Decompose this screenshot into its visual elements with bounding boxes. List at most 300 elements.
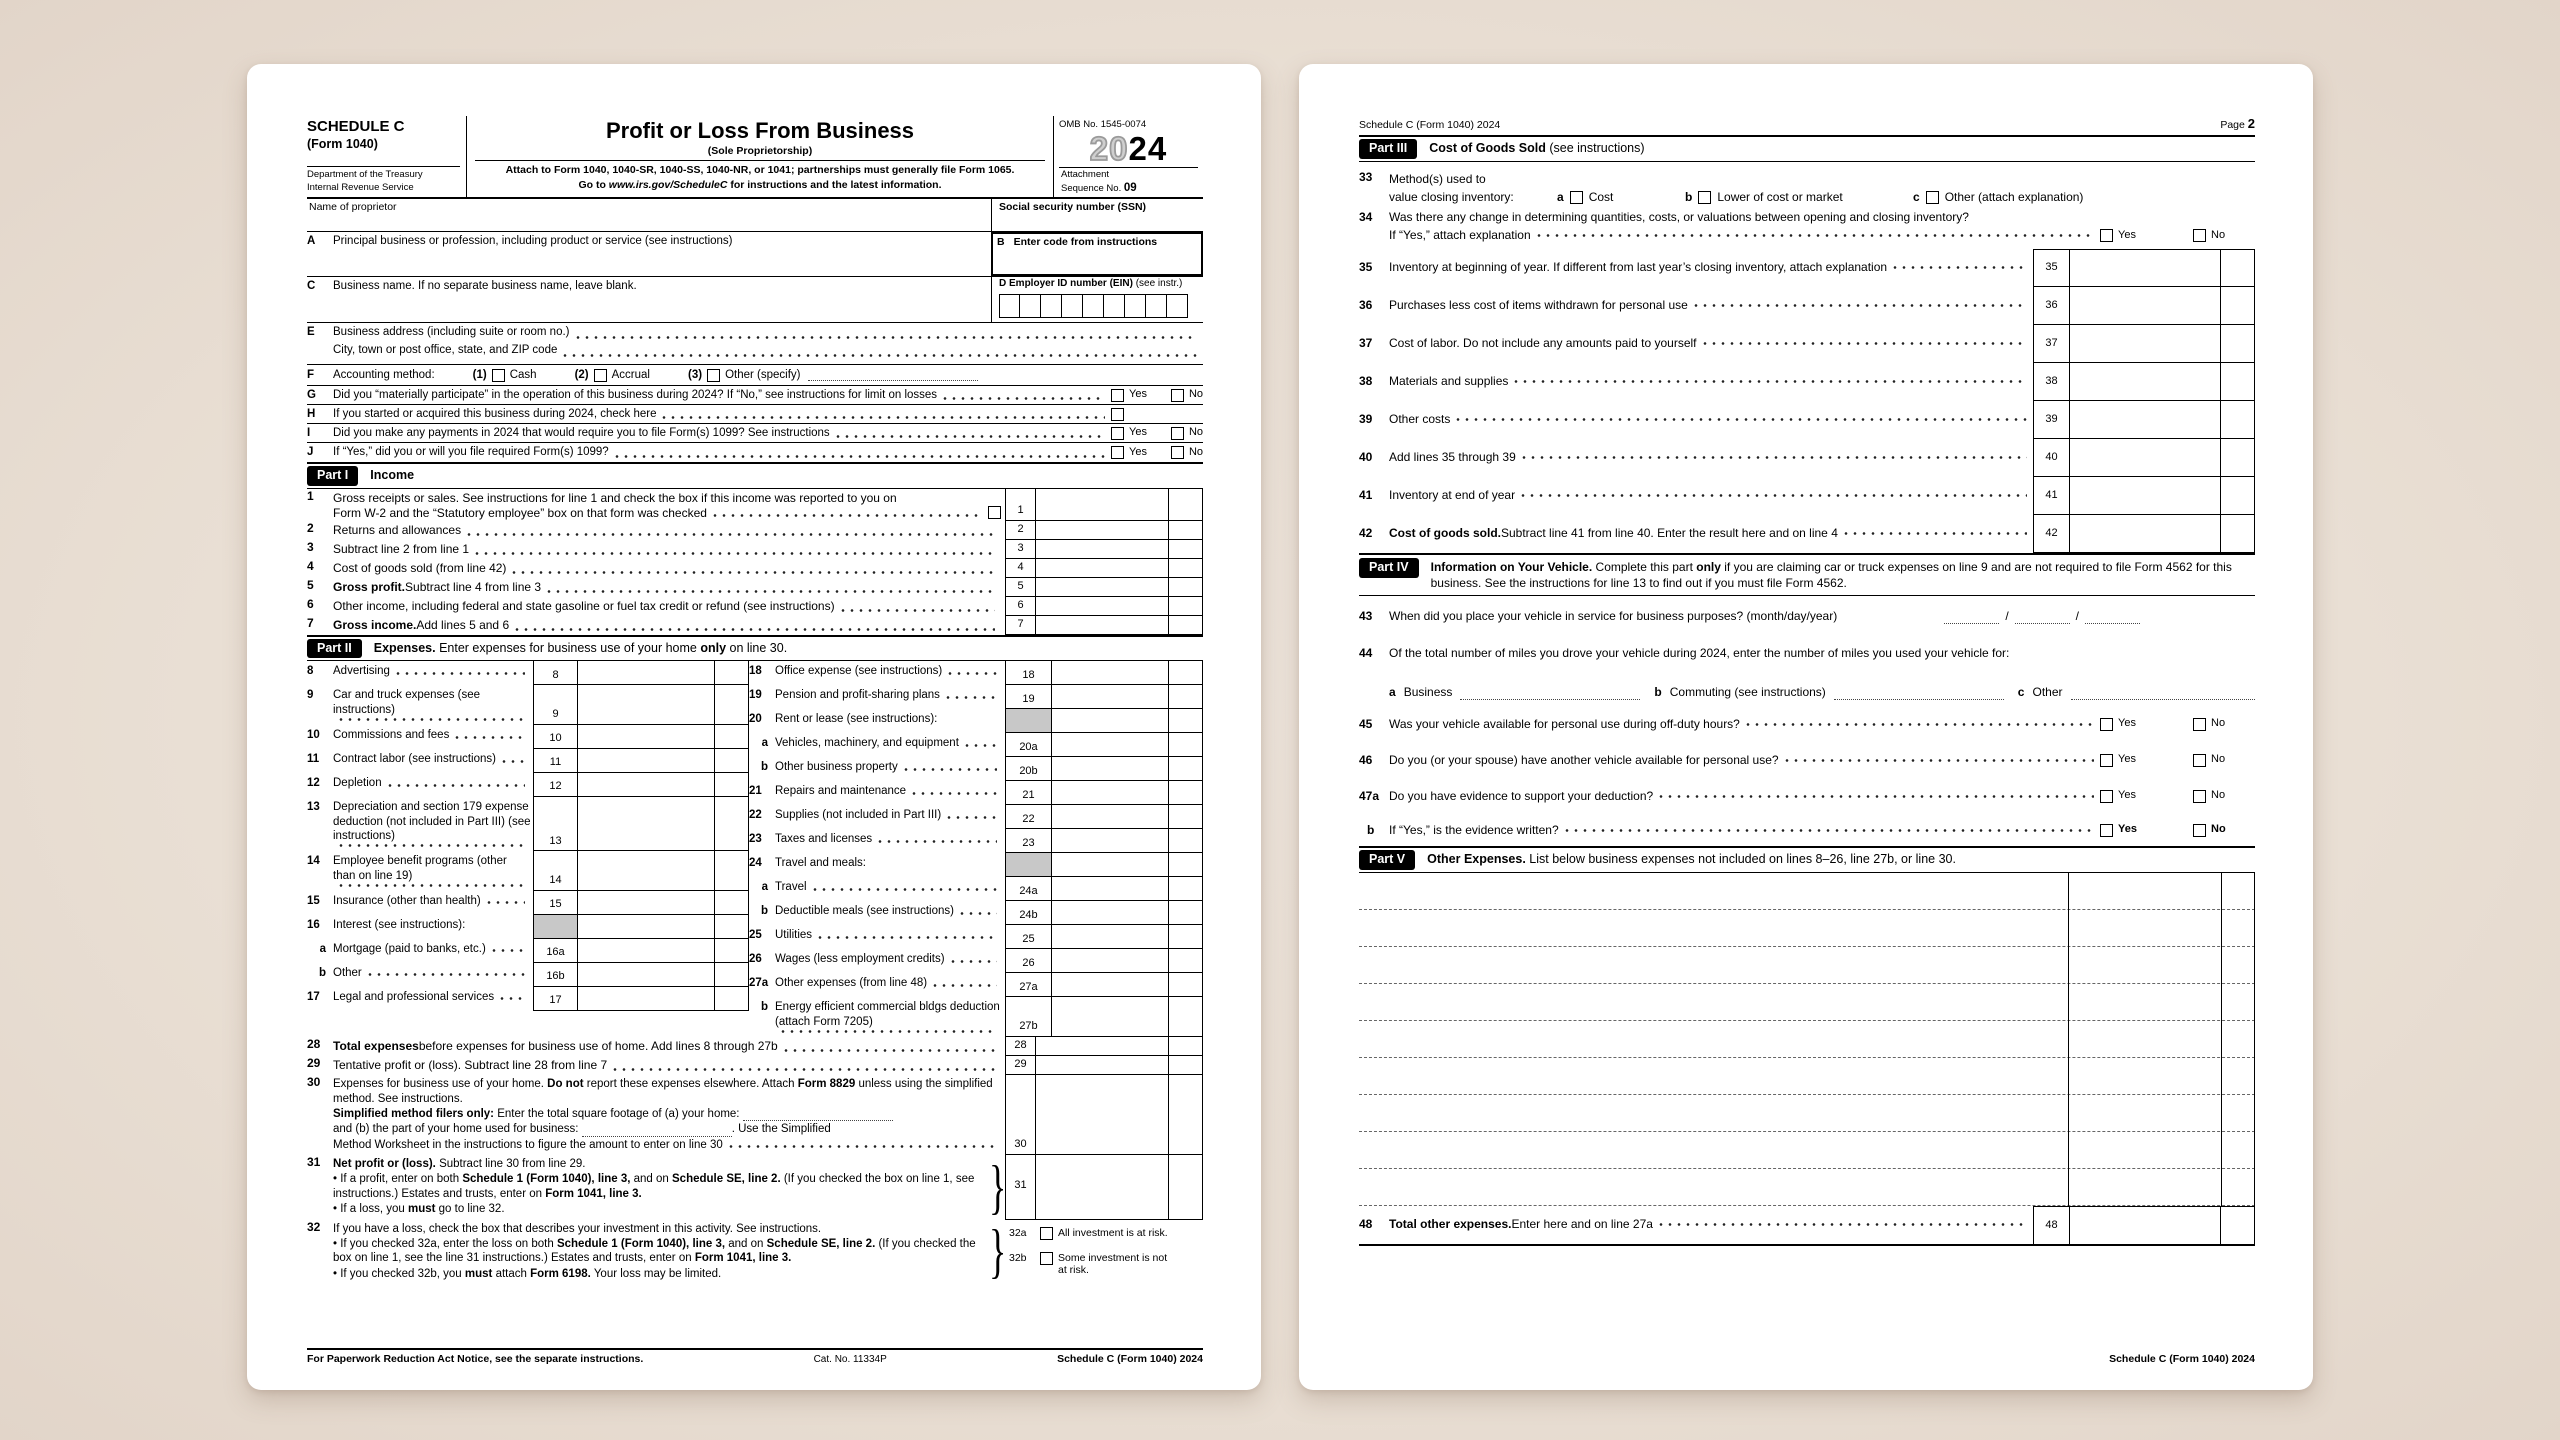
amount-cell[interactable] — [2069, 515, 2255, 553]
dot-leader — [943, 396, 1105, 401]
amount-cell[interactable] — [577, 725, 749, 749]
ssn-label: Social security number (SSN) — [999, 201, 1147, 214]
line-a-field[interactable] — [307, 232, 991, 276]
expense-row-8 — [307, 661, 749, 685]
commuting-miles-input[interactable] — [1834, 688, 2004, 700]
expense-row-24b — [749, 901, 1203, 925]
line-31-text — [333, 1155, 985, 1220]
part4-title — [1431, 558, 2255, 591]
dot-leader — [904, 767, 997, 772]
yes-option — [1111, 426, 1147, 440]
line-g-letter: G — [307, 388, 316, 401]
line-number-cell: 24a — [1005, 877, 1051, 901]
other-expense-blank-row[interactable] — [1359, 910, 2255, 947]
expense-column-left — [307, 661, 749, 1011]
amount-cell[interactable] — [1051, 853, 1203, 877]
amount-cell[interactable] — [2069, 401, 2255, 439]
expense-column-right — [749, 661, 1203, 1037]
line-2-row — [307, 521, 1203, 540]
other-expense-blank-row[interactable] — [1359, 1169, 2255, 1206]
yes-label: Yes — [1129, 426, 1147, 439]
amount-cell[interactable] — [1035, 559, 1203, 578]
text-bold: Schedule SE, line 2. — [672, 1173, 781, 1186]
part3-title — [1429, 141, 1644, 157]
line-letter: b — [318, 967, 326, 979]
ein-digit-box[interactable] — [1146, 294, 1167, 318]
line-37-row — [1359, 325, 2255, 363]
amount-cell[interactable] — [1051, 949, 1203, 973]
dot-leader — [1659, 794, 2094, 799]
text: Enter the total square footage of (a) your home: — [494, 1107, 740, 1120]
yes-option — [2100, 229, 2193, 243]
amount-cell[interactable] — [577, 773, 749, 797]
check-here-option — [1111, 408, 1124, 421]
yes-checkbox[interactable] — [1111, 427, 1124, 440]
line-j-label: If “Yes,” did you or will you file required Form(s) 1099? — [333, 446, 609, 459]
dot-leader — [1844, 531, 2027, 536]
line-number-cell: 4 — [1005, 559, 1035, 578]
amount-cell[interactable] — [1035, 540, 1203, 559]
line-44-abc-row — [1359, 670, 2255, 700]
line-number-cell: 48 — [2033, 1206, 2069, 1244]
dot-leader — [912, 791, 997, 796]
dot-leader — [1521, 493, 2027, 498]
line-letter: a — [761, 737, 768, 750]
page2-header — [1359, 116, 2255, 137]
line-i-yesno — [1111, 426, 1203, 440]
expense-label: Insurance (other than health) — [333, 895, 481, 907]
amount-cell[interactable] — [1051, 757, 1203, 781]
part1-title: Income — [370, 468, 415, 483]
line-e-block — [307, 323, 1203, 365]
irs-url-link[interactable]: www.irs.gov/ScheduleC — [608, 178, 728, 191]
accrual-checkbox[interactable] — [594, 369, 607, 382]
part5-header — [1359, 846, 2255, 873]
line-1-label-1: Gross receipts or sales. See instructions for line 1 and check the box if this income was reported to you on — [333, 490, 897, 505]
other-method-checkbox[interactable] — [1926, 191, 1939, 204]
line-30-business-part — [333, 1122, 1001, 1136]
expense-row-17 — [307, 987, 749, 1011]
line-32-row — [307, 1220, 1203, 1285]
slash: / — [2075, 608, 2079, 623]
part4-tag: Part IV — [1359, 558, 1419, 578]
option-c-letter: c — [1913, 189, 1920, 204]
sequence-number: 09 — [1123, 181, 1137, 194]
no-option — [2193, 753, 2225, 767]
expense-row-14 — [307, 851, 749, 891]
no-checkbox[interactable] — [1171, 446, 1184, 459]
amount-cell[interactable] — [1035, 597, 1203, 616]
dot-leader — [368, 972, 525, 977]
page2-footer — [2109, 1353, 2255, 1366]
amount-cell[interactable] — [1051, 661, 1203, 685]
line-number-cell: 35 — [2033, 249, 2069, 287]
text-bold: Schedule 1 (Form 1040), line 3, — [462, 1173, 631, 1186]
expense-label: Car and truck expenses (see instructions) — [333, 689, 481, 716]
no-label: No — [1188, 445, 1203, 458]
line-36-row — [1359, 287, 2255, 325]
cash-checkbox[interactable] — [492, 369, 505, 382]
text: If you have a loss, check the box that describes your investment in this activity. See instructions. — [333, 1222, 822, 1235]
expense-row-24 — [749, 853, 1203, 877]
yes-checkbox[interactable] — [2100, 790, 2113, 803]
line-number-cell: 1 — [1005, 489, 1035, 521]
city-state-zip-row — [307, 343, 1203, 361]
amount-cell[interactable] — [1051, 805, 1203, 829]
at-risk-options — [1005, 1220, 1203, 1285]
amount-cell[interactable] — [577, 661, 749, 685]
line-i-label: Did you make any payments in 2024 that would require you to file Form(s) 1099? See instructions — [333, 426, 830, 439]
amount-cell[interactable] — [2069, 477, 2255, 515]
line-30-row — [307, 1075, 1203, 1155]
started-business-checkbox[interactable] — [1111, 408, 1124, 421]
dot-leader — [339, 883, 525, 888]
line-number-cell: 12 — [533, 773, 577, 797]
expense-label: Vehicles, machinery, and equipment — [775, 737, 959, 750]
form-id-small: Schedule C (Form 1040) 2024 — [1359, 119, 1501, 132]
dot-leader — [836, 434, 1105, 439]
amount-cell[interactable] — [2069, 363, 2255, 401]
expense-row-19 — [749, 685, 1203, 709]
line-7-row — [307, 616, 1203, 635]
yes-option — [2100, 717, 2193, 731]
expense-label: Deductible meals (see instructions) — [775, 905, 954, 918]
amount-cell[interactable] — [1035, 616, 1203, 635]
expense-row-16a — [307, 939, 749, 963]
other-miles-label: Other — [2032, 685, 2063, 700]
form-page-1 — [247, 64, 1261, 1390]
bottom-rule — [1359, 1244, 2255, 1246]
proprietor-name-field[interactable] — [307, 199, 991, 231]
expense-label: Travel — [775, 881, 807, 894]
line-number: 5 — [307, 577, 314, 592]
line-43-row — [1359, 596, 2255, 636]
name-ssn-row — [307, 199, 1203, 232]
other-method-input[interactable] — [808, 369, 978, 381]
line-number-cell: 15 — [533, 891, 577, 915]
ein-digit-box[interactable] — [1041, 294, 1062, 318]
line-number: 23 — [749, 833, 762, 846]
amount-cell[interactable] — [577, 749, 749, 773]
text-bold: must — [464, 1267, 493, 1280]
some-investment-not-at-risk-checkbox[interactable] — [1040, 1252, 1053, 1265]
amount-cell[interactable] — [1035, 1155, 1203, 1220]
part5-title — [1427, 852, 1956, 868]
form-footer-id: Schedule C (Form 1040) 2024 — [2109, 1352, 2255, 1365]
amount-cell[interactable] — [577, 797, 749, 851]
accounting-accrual-option — [575, 368, 650, 382]
no-option — [1171, 446, 1203, 460]
label-area — [775, 757, 1005, 781]
line-5-label: Subtract line 4 from line 3 — [405, 579, 542, 594]
inventory-method-options — [1557, 190, 2255, 206]
amount-cell[interactable] — [2069, 1206, 2255, 1244]
expense-row-21 — [749, 781, 1203, 805]
home-square-footage-input[interactable] — [743, 1109, 893, 1121]
ein-digit-box[interactable] — [1125, 294, 1146, 318]
amount-cell[interactable] — [1051, 901, 1203, 925]
other-miles-input[interactable] — [2071, 688, 2256, 700]
amount-cell[interactable] — [1051, 781, 1203, 805]
amount-cell[interactable] — [2069, 325, 2255, 363]
business-address-input[interactable] — [576, 335, 1197, 340]
business-miles-input[interactable] — [1460, 688, 1640, 700]
line-d-label: Employer ID number (EIN) — [1009, 278, 1133, 290]
text-bold: must — [407, 1203, 436, 1216]
part4-header — [1359, 553, 2255, 596]
line-c-field[interactable] — [307, 277, 991, 322]
amount-cell[interactable] — [2069, 287, 2255, 325]
text: report these expenses elsewhere. Attach — [583, 1078, 798, 1091]
yes-checkbox[interactable] — [1111, 389, 1124, 402]
label-area — [775, 685, 1005, 709]
line-a-letter: A — [307, 235, 316, 248]
text-bold: Form 1041, line 3. — [694, 1252, 792, 1265]
other-expense-blank-row[interactable] — [1359, 1095, 2255, 1132]
ein-digit-box[interactable] — [1020, 294, 1041, 318]
expense-grid — [307, 661, 1203, 1037]
line-a-label: Principal business or profession, including product or service (see instructions) — [333, 235, 733, 248]
page1-header — [307, 116, 1203, 199]
line-29-label: Tentative profit or (loss). Subtract line 28 from line 7 — [333, 1058, 608, 1073]
brace-glyph: } — [989, 1153, 1007, 1220]
yes-checkbox[interactable] — [1111, 446, 1124, 459]
no-checkbox[interactable] — [2193, 754, 2206, 767]
expense-row-20b — [749, 757, 1203, 781]
amount-cell[interactable] — [1051, 733, 1203, 757]
option-32a-label: All investment is at risk. — [1058, 1226, 1168, 1239]
line-number-cell: 29 — [1005, 1056, 1035, 1075]
line-number: 9 — [307, 689, 314, 702]
cost-checkbox[interactable] — [1570, 191, 1583, 204]
ein-digit-box[interactable] — [999, 294, 1020, 318]
paperwork-notice: For Paperwork Reduction Act Notice, see the separate instructions. — [307, 1352, 644, 1365]
form-footer-id: Schedule C (Form 1040) 2024 — [1057, 1352, 1203, 1365]
line-32-text — [333, 1220, 985, 1285]
statutory-employee-checkbox[interactable] — [988, 506, 1001, 519]
ssn-field[interactable] — [991, 199, 1203, 231]
city-state-zip-input[interactable] — [563, 353, 1197, 358]
expense-label: Other business property — [775, 761, 898, 774]
ein-digit-box[interactable] — [1062, 294, 1083, 318]
amount-cell[interactable] — [1051, 877, 1203, 901]
line-46-yesno — [2100, 753, 2255, 767]
line-46-row — [1359, 742, 2255, 778]
line-number-cell: 18 — [1005, 661, 1051, 685]
amount-cell[interactable] — [577, 851, 749, 891]
dot-leader — [933, 983, 997, 988]
other-expense-blank-row[interactable] — [1359, 1021, 2255, 1058]
text: • If a profit, enter on both — [333, 1173, 463, 1186]
amount-cell[interactable] — [1035, 489, 1203, 521]
amount-cell[interactable] — [577, 963, 749, 987]
part3-title-text: (see instructions) — [1545, 141, 1645, 156]
amount-cell[interactable] — [1051, 973, 1203, 997]
ein-digit-box[interactable] — [1167, 294, 1188, 318]
label-area — [775, 877, 1005, 901]
title-block — [467, 116, 1053, 197]
line-number-cell: 9 — [533, 685, 577, 725]
line-g-yesno — [1111, 388, 1203, 402]
no-checkbox[interactable] — [2193, 790, 2206, 803]
yes-checkbox[interactable] — [2100, 229, 2113, 242]
dot-leader — [781, 1029, 997, 1034]
label-area — [333, 661, 533, 685]
no-checkbox[interactable] — [2193, 718, 2206, 731]
amount-cell[interactable] — [1051, 709, 1203, 733]
expense-label: Repairs and maintenance — [775, 785, 907, 798]
other-method-checkbox[interactable] — [707, 369, 720, 382]
no-checkbox[interactable] — [1171, 427, 1184, 440]
line-38-label: Materials and supplies — [1389, 374, 1509, 389]
line-a-b-row — [307, 232, 1203, 277]
line-j-row — [307, 443, 1203, 462]
line-letter: b — [1367, 822, 1375, 837]
dot-leader — [502, 759, 525, 764]
amount-cell[interactable] — [1051, 997, 1203, 1037]
accounting-other-option — [688, 368, 800, 382]
goto-pre: Go to — [578, 178, 609, 191]
expense-row-15 — [307, 891, 749, 915]
other-expense-blank-row[interactable] — [1359, 947, 2255, 984]
line-number: 37 — [1359, 336, 1373, 351]
amount-cell[interactable] — [1035, 521, 1203, 540]
line-b-label: Enter code from instructions — [1013, 236, 1158, 249]
dot-leader — [960, 911, 997, 916]
text-bold: Simplified method filers only: — [333, 1107, 495, 1120]
amount-cell[interactable] — [1035, 1037, 1203, 1056]
page1-footer — [307, 1348, 1203, 1367]
line-48-bold: Total other expenses. — [1389, 1217, 1512, 1232]
line-i-letter: I — [307, 426, 311, 439]
no-checkbox[interactable] — [2193, 229, 2206, 242]
line-47b-label: If “Yes,” is the evidence written? — [1389, 822, 1559, 837]
other-expense-blank-row[interactable] — [1359, 873, 2255, 910]
line-number-cell: 38 — [2033, 363, 2069, 401]
lower-of-cost-option — [1685, 190, 1913, 205]
amount-cell[interactable] — [577, 891, 749, 915]
line-39-row — [1359, 401, 2255, 439]
dept-line2: Internal Revenue Service — [307, 181, 414, 193]
lower-of-cost-label: Lower of cost or market — [1717, 189, 1843, 204]
month-input[interactable] — [1944, 612, 1999, 624]
line-number: 19 — [749, 689, 762, 702]
line-28-label: before expenses for business use of home. Add lines 8 through 27b — [418, 1039, 778, 1054]
yes-checkbox[interactable] — [2100, 754, 2113, 767]
amount-cell[interactable] — [1035, 1056, 1203, 1075]
other-expense-blank-row[interactable] — [1359, 1132, 2255, 1169]
dot-leader — [339, 717, 525, 722]
yes-label: Yes — [1129, 445, 1147, 458]
amount-cell[interactable] — [1035, 578, 1203, 597]
amount-cell[interactable] — [1051, 685, 1203, 709]
cost-label: Cost — [1588, 189, 1614, 204]
shaded-cell — [1005, 709, 1051, 733]
line-j-letter: J — [307, 446, 314, 459]
no-checkbox[interactable] — [1171, 389, 1184, 402]
amount-cell[interactable] — [2069, 249, 2255, 287]
all-investment-at-risk-checkbox[interactable] — [1040, 1227, 1053, 1240]
text: and on — [725, 1237, 767, 1250]
amount-cell[interactable] — [577, 685, 749, 725]
ein-digit-box[interactable] — [1104, 294, 1125, 318]
part4-bold-only: only — [1696, 559, 1721, 574]
business-square-footage-input[interactable] — [582, 1125, 732, 1137]
business-code-box[interactable] — [991, 232, 1203, 276]
text-bold: Net profit or (loss). — [333, 1158, 436, 1170]
yes-label: Yes — [2118, 789, 2136, 802]
line-number-cell: 10 — [533, 725, 577, 749]
line-5-text — [333, 578, 1005, 597]
text: and (b) the part of your home used for business: — [333, 1123, 579, 1136]
amount-cell[interactable] — [577, 939, 749, 963]
amount-cell[interactable] — [1051, 925, 1203, 949]
amount-cell[interactable] — [577, 915, 749, 939]
lower-of-cost-checkbox[interactable] — [1698, 191, 1711, 204]
expense-row-10 — [307, 725, 749, 749]
year-outline: 20 — [1089, 129, 1129, 167]
expense-label: Depreciation and section 179 expense deduction (not included in Part III) (see instructions) — [333, 801, 531, 842]
amount-column-divider — [2068, 873, 2069, 1206]
line-34-row — [1359, 210, 2255, 243]
omb-number: OMB No. 1545-0074 — [1059, 119, 1147, 130]
no-checkbox[interactable] — [2193, 824, 2206, 837]
line-3-label: Subtract line 2 from line 1 — [333, 541, 470, 556]
line-38-row — [1359, 363, 2255, 401]
amount-cell[interactable] — [577, 987, 749, 1011]
label-area — [775, 781, 1005, 805]
label-area — [775, 709, 1005, 733]
dot-leader — [515, 627, 995, 632]
line-28-text — [333, 1037, 1005, 1056]
yes-checkbox[interactable] — [2100, 718, 2113, 731]
line-c-d-row — [307, 277, 1203, 323]
yes-checkbox[interactable] — [2100, 824, 2113, 837]
ein-digit-box[interactable] — [1083, 294, 1104, 318]
line-number-cell: 21 — [1005, 781, 1051, 805]
shaded-cell — [1005, 853, 1051, 877]
line-letter: b — [760, 1001, 768, 1014]
day-input[interactable] — [2015, 612, 2070, 624]
line-33-row — [1359, 170, 2255, 206]
amount-cell[interactable] — [1051, 829, 1203, 853]
line-45-label: Was your vehicle available for personal use during off-duty hours? — [1389, 716, 1740, 731]
expense-row-20a — [749, 733, 1203, 757]
other-expense-blank-row[interactable] — [1359, 1058, 2255, 1095]
amount-cell[interactable] — [2069, 439, 2255, 477]
dot-leader — [1537, 233, 2094, 238]
line-number-cell: 37 — [2033, 325, 2069, 363]
line-i-row — [307, 424, 1203, 443]
expense-row-9 — [307, 685, 749, 725]
line-48-label: Enter here and on line 27a — [1511, 1217, 1653, 1232]
expense-label: Employee benefit programs (other than on line 19) — [333, 855, 507, 882]
line-number: 42 — [1359, 526, 1373, 541]
line-number-cell: 27a — [1005, 973, 1051, 997]
dot-leader — [948, 671, 997, 676]
dot-leader — [946, 695, 997, 700]
expense-row-16b — [307, 963, 749, 987]
year-solid: 24 — [1128, 129, 1168, 167]
line-42-label: Subtract line 41 from line 40. Enter the result here and on line 4 — [1501, 526, 1838, 541]
line-44-label: Of the total number of miles you drove your vehicle during 2024, enter the number of miles you used your vehicle for: — [1389, 645, 2010, 660]
year-input[interactable] — [2085, 612, 2140, 624]
yes-label: Yes — [2118, 753, 2136, 766]
amount-cell[interactable] — [1035, 1075, 1203, 1155]
other-expense-blank-row[interactable] — [1359, 984, 2255, 1021]
dot-leader — [500, 996, 525, 1001]
line-number: 3 — [307, 539, 314, 554]
